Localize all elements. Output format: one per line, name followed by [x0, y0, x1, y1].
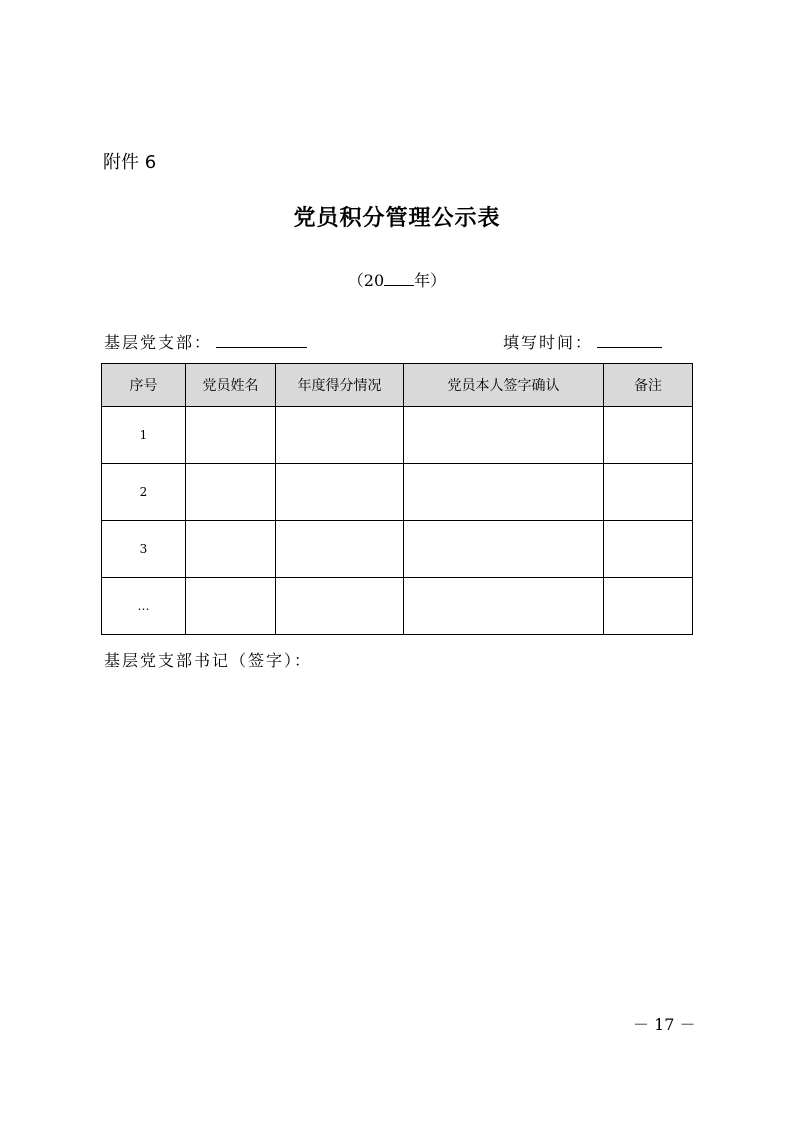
cell-annual-score[interactable] — [276, 407, 404, 464]
cell-remarks[interactable] — [604, 521, 693, 578]
fill-time-blank[interactable] — [597, 347, 662, 348]
header-serial: 序号 — [102, 364, 186, 407]
header-member-name: 党员姓名 — [186, 364, 276, 407]
cell-annual-score[interactable] — [276, 464, 404, 521]
points-table — [101, 363, 693, 635]
cell-signature[interactable] — [404, 407, 604, 464]
header-remarks: 备注 — [604, 364, 693, 407]
header-annual-score: 年度得分情况 — [276, 364, 404, 407]
cell-serial: 1 — [102, 407, 186, 464]
year-prefix: （20 — [347, 271, 385, 290]
cell-signature[interactable] — [404, 578, 604, 635]
attachment-label: 附件 6 — [103, 152, 157, 173]
cell-member-name[interactable] — [186, 407, 276, 464]
table-header-row — [102, 364, 693, 407]
cell-member-name[interactable] — [186, 464, 276, 521]
table-row — [102, 521, 693, 578]
branch-label: 基层党支部： — [104, 333, 213, 352]
cell-remarks[interactable] — [604, 407, 693, 464]
cell-remarks[interactable] — [604, 464, 693, 521]
header-signature: 党员本人签字确认 — [404, 364, 604, 407]
cell-signature[interactable] — [404, 464, 604, 521]
cell-annual-score[interactable] — [276, 578, 404, 635]
year-suffix: 年） — [414, 271, 447, 290]
table-row — [102, 407, 693, 464]
fill-time-label: 填写时间： — [503, 333, 594, 352]
table-row — [102, 464, 693, 521]
year-blank[interactable] — [384, 271, 414, 286]
cell-serial: 2 — [102, 464, 186, 521]
cell-remarks[interactable] — [604, 578, 693, 635]
cell-serial: 3 — [102, 521, 186, 578]
cell-annual-score[interactable] — [276, 521, 404, 578]
cell-member-name[interactable] — [186, 521, 276, 578]
page-title: 党员积分管理公示表 — [293, 206, 501, 231]
cell-serial: … — [102, 578, 186, 635]
cell-signature[interactable] — [404, 521, 604, 578]
cell-member-name[interactable] — [186, 578, 276, 635]
table-row — [102, 578, 693, 635]
page-number: － 17 － — [633, 1015, 696, 1034]
branch-blank[interactable] — [216, 347, 307, 348]
year-line — [0, 268, 794, 291]
secretary-signature-label: 基层党支部书记（签字）： — [104, 651, 313, 670]
